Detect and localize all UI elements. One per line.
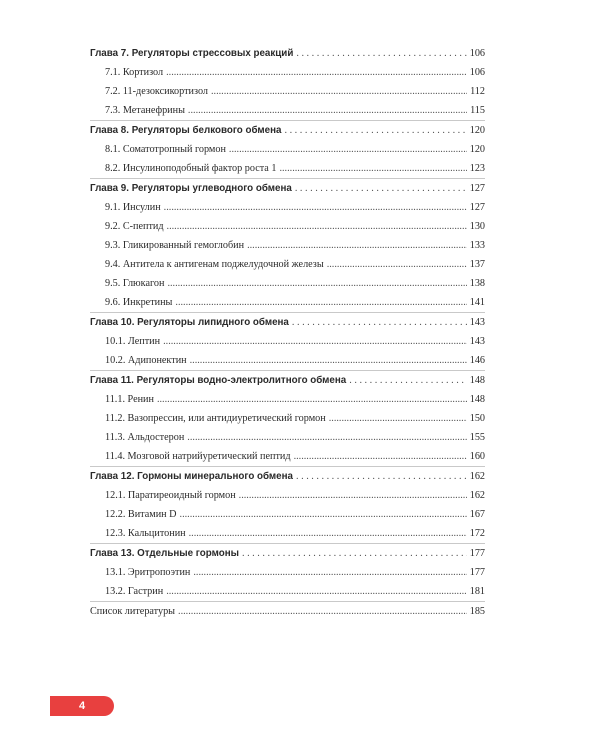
toc-entry-title: Глава 12. Гормоны минерального обмена <box>90 471 293 482</box>
dot-leader <box>193 563 466 582</box>
dot-leader <box>294 447 467 466</box>
dot-leader <box>279 159 466 178</box>
toc-entry-page: 120 <box>469 125 485 136</box>
toc-section-entry[interactable] <box>90 332 485 351</box>
toc-entry-page: 177 <box>469 567 485 578</box>
dot-leader <box>180 505 467 524</box>
toc-entry-title: 11.4. Мозговой натрийуретический пептид <box>105 451 291 462</box>
toc-entry-page: 181 <box>469 586 485 597</box>
toc-section-entry[interactable] <box>90 236 485 255</box>
dot-leader <box>188 101 467 120</box>
toc-entry-title: 9.3. Гликированный гемоглобин <box>105 240 245 251</box>
toc-entry-page: 162 <box>469 471 485 482</box>
dot-leader <box>292 313 467 332</box>
toc-section-entry[interactable] <box>90 63 485 82</box>
toc-entry-title: Глава 8. Регуляторы белкового обмена <box>90 125 282 136</box>
toc-entry-page: 148 <box>469 394 485 405</box>
dot-leader <box>284 121 466 140</box>
toc-entry-title: 12.2. Витамин D <box>105 509 177 520</box>
toc-chapter-entry[interactable] <box>90 179 485 198</box>
toc-entry-page: 127 <box>469 183 485 194</box>
toc-entry-title: 10.1. Лептин <box>105 336 161 347</box>
toc-chapter-entry[interactable] <box>90 544 485 563</box>
page-number: 4 <box>78 700 86 712</box>
toc-entry-title: 11.2. Вазопрессин, или антидиуретический гормон <box>105 413 326 424</box>
toc-entry-page: 123 <box>469 163 485 174</box>
table-of-contents <box>90 44 485 621</box>
dot-leader <box>189 524 467 543</box>
toc-entry-page: 162 <box>469 490 485 501</box>
toc-chapter-entry[interactable] <box>90 121 485 140</box>
toc-entry-title: 7.3. Метанефрины <box>105 105 185 116</box>
toc-section-entry[interactable] <box>90 486 485 505</box>
toc-section-entry[interactable] <box>90 447 485 466</box>
toc-entry-page: 130 <box>469 221 485 232</box>
toc-entry[interactable] <box>90 602 485 621</box>
toc-chapter-entry[interactable] <box>90 371 485 390</box>
dot-leader <box>229 140 467 159</box>
toc-entry-title: 7.1. Кортизол <box>105 67 164 78</box>
dot-leader <box>167 274 466 293</box>
toc-entry-page: 106 <box>469 67 485 78</box>
toc-entry-title: Глава 13. Отдельные гормоны <box>90 548 239 559</box>
toc-entry-title: 12.3. Кальцитонин <box>105 528 186 539</box>
dot-leader <box>166 582 467 601</box>
toc-chapter-entry[interactable] <box>90 44 485 63</box>
dot-leader <box>190 351 467 370</box>
toc-entry-page: 138 <box>469 278 485 289</box>
toc-section-entry[interactable] <box>90 409 485 428</box>
toc-section-entry[interactable] <box>90 390 485 409</box>
toc-entry-page: 185 <box>469 606 485 617</box>
toc-entry-title: 11.3. Альдостерон <box>105 432 185 443</box>
dot-leader <box>327 255 467 274</box>
toc-entry-page: 143 <box>469 336 485 347</box>
toc-entry-title: Глава 10. Регуляторы липидного обмена <box>90 317 289 328</box>
dot-leader <box>187 428 466 447</box>
toc-entry-title: 7.2. 11-дезоксикортизол <box>105 86 208 97</box>
toc-entry-page: 137 <box>469 259 485 270</box>
toc-section-entry[interactable] <box>90 198 485 217</box>
toc-entry-page: 155 <box>469 432 485 443</box>
toc-section-entry[interactable] <box>90 505 485 524</box>
toc-entry-title: 13.2. Гастрин <box>105 586 164 597</box>
toc-section-entry[interactable] <box>90 217 485 236</box>
toc-entry-title: 9.6. Инкретины <box>105 297 173 308</box>
toc-entry-title: Глава 7. Регуляторы стрессовых реакций <box>90 48 294 59</box>
toc-entry-page: 148 <box>469 375 485 386</box>
toc-entry-page: 141 <box>469 297 485 308</box>
dot-leader <box>295 179 467 198</box>
toc-entry-title: 9.1. Инсулин <box>105 202 161 213</box>
page-number-badge <box>50 696 114 716</box>
toc-section-entry[interactable] <box>90 351 485 370</box>
toc-entry-title: Список литературы <box>90 606 176 617</box>
dot-leader <box>167 217 467 236</box>
toc-entry-page: 150 <box>469 413 485 424</box>
toc-section-entry[interactable] <box>90 293 485 312</box>
toc-section-entry[interactable] <box>90 582 485 601</box>
toc-entry-title: 9.4. Антитела к антигенам поджелудочной железы <box>105 259 324 270</box>
dot-leader <box>178 602 467 621</box>
dot-leader <box>211 82 467 101</box>
toc-entry-page: 120 <box>469 144 485 155</box>
toc-section-entry[interactable] <box>90 255 485 274</box>
toc-entry-title: 12.1. Паратиреоидный гормон <box>105 490 236 501</box>
dot-leader <box>166 63 467 82</box>
toc-entry-title: 8.1. Соматотропный гормон <box>105 144 226 155</box>
dot-leader <box>296 44 466 63</box>
toc-entry-title: 10.2. Адипонектин <box>105 355 187 366</box>
dot-leader <box>175 293 466 312</box>
toc-entry-page: 112 <box>470 86 485 97</box>
toc-entry-page: 146 <box>469 355 485 366</box>
toc-entry-title: Глава 11. Регуляторы водно-электролитного обмена <box>90 375 347 386</box>
dot-leader <box>329 409 467 428</box>
toc-entry-title: 11.1. Ренин <box>105 394 154 405</box>
dot-leader <box>349 371 466 390</box>
toc-section-entry[interactable] <box>90 101 485 120</box>
toc-entry-page: 143 <box>469 317 485 328</box>
toc-entry-page: 160 <box>469 451 485 462</box>
toc-entry-page: 167 <box>469 509 485 520</box>
toc-entry-page: 115 <box>470 105 485 116</box>
toc-entry-page: 172 <box>469 528 485 539</box>
toc-entry-title: 8.2. Инсулиноподобный фактор роста 1 <box>105 163 277 174</box>
toc-entry-title: 9.5. Глюкагон <box>105 278 165 289</box>
toc-entry-title: 9.2. С-пептид <box>105 221 164 232</box>
toc-entry-page: 177 <box>469 548 485 559</box>
toc-section-entry[interactable] <box>90 140 485 159</box>
toc-entry-title: 13.1. Эритропоэтин <box>105 567 191 578</box>
toc-section-entry[interactable] <box>90 563 485 582</box>
toc-section-entry[interactable] <box>90 159 485 178</box>
toc-chapter-entry[interactable] <box>90 313 485 332</box>
dot-leader <box>239 486 467 505</box>
toc-chapter-entry[interactable] <box>90 467 485 486</box>
dot-leader <box>164 198 467 217</box>
toc-section-entry[interactable] <box>90 524 485 543</box>
toc-section-entry[interactable] <box>90 274 485 293</box>
toc-section-entry[interactable] <box>90 428 485 447</box>
toc-entry-page: 133 <box>469 240 485 251</box>
toc-entry-title: Глава 9. Регуляторы углеводного обмена <box>90 183 292 194</box>
dot-leader <box>296 467 467 486</box>
dot-leader <box>242 544 467 563</box>
dot-leader <box>157 390 467 409</box>
dot-leader <box>247 236 467 255</box>
toc-entry-page: 106 <box>469 48 485 59</box>
dot-leader <box>163 332 467 351</box>
toc-entry-page: 127 <box>469 202 485 213</box>
toc-section-entry[interactable] <box>90 82 485 101</box>
